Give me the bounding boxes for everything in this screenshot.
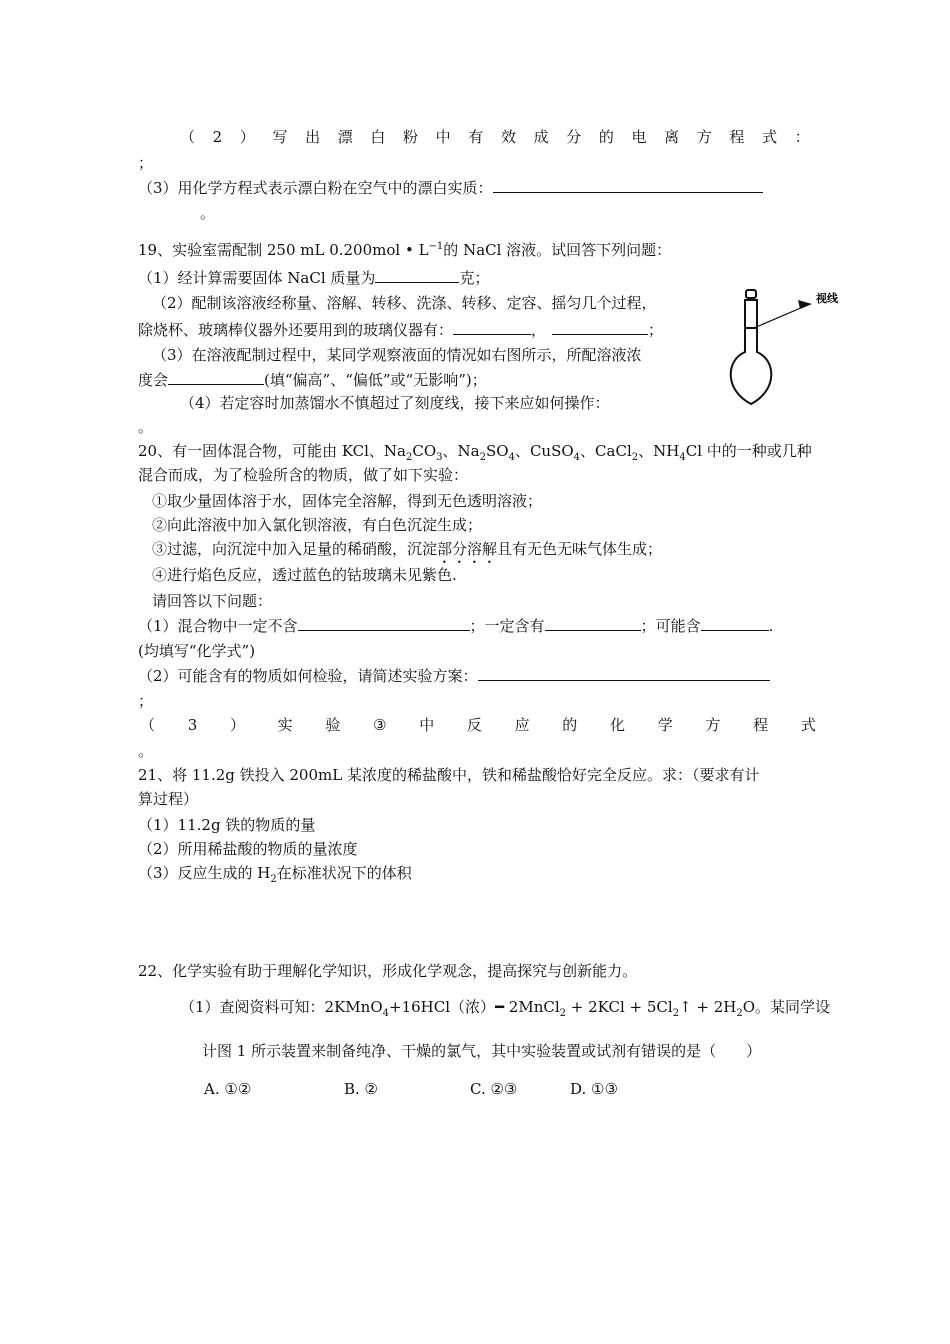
- q18-part2-char: 电: [631, 128, 647, 146]
- q19-stem: [138, 236, 671, 261]
- answer-blank[interactable]: [453, 318, 531, 335]
- subscript: 2: [672, 1008, 680, 1019]
- q22-equation-text: （1）查阅资料可知：2KMnO: [180, 998, 383, 1016]
- answer-blank[interactable]: [298, 614, 470, 631]
- q20-part3-char: 验: [325, 716, 341, 734]
- q20-ask: 请回答以下问题：: [152, 592, 273, 610]
- subscript: 2: [406, 452, 413, 463]
- q18-part2-char: 出: [305, 128, 321, 146]
- flask-stopper: [746, 290, 756, 298]
- q19-stem-text: 19、实验室需配制 250 mL 0.200mol • L: [138, 241, 429, 259]
- q20-part2-end: ；: [138, 692, 154, 710]
- volumetric-flask-figure: [718, 286, 848, 411]
- q18-part2-char: 有: [468, 128, 484, 146]
- q20-step3: [152, 538, 662, 567]
- q18-part2-char: ：: [794, 128, 810, 146]
- q21-part2: （2）所用稀盐酸的物质的量浓度: [138, 840, 358, 858]
- q18-part3-label: （3）用化学方程式表示漂白粉在空气中的漂白实质：: [138, 179, 493, 197]
- q18-part2-char: 效: [500, 128, 516, 146]
- q18-part2-end: ；: [138, 154, 154, 172]
- q20-part3-char: 化: [610, 716, 626, 734]
- q22-equation-text: ↑ + 2H: [679, 998, 737, 1016]
- q20-part3-end: 。: [138, 742, 154, 760]
- q19-part3-text: 度会: [138, 371, 169, 389]
- q19-part2-text: ；: [648, 321, 664, 339]
- subscript: 4: [573, 452, 581, 463]
- q18-part2-char: （: [180, 128, 196, 146]
- q19-part1-text: （1）经计算需要固体 NaCl 质量为: [138, 269, 376, 287]
- q21-part3: [138, 862, 412, 891]
- q21-part1: （1）11.2g 铁的物质的量: [138, 816, 316, 834]
- q20-part2-label: （2）可能含有的物质如何检验，请简述实验方案：: [138, 667, 478, 685]
- q20-step1: ①取少量固体溶于水，固体完全溶解，得到无色透明溶液；: [152, 492, 543, 510]
- superscript: −1: [428, 241, 444, 252]
- eye-icon: [798, 300, 812, 309]
- q21-stem-line1: 21、将 11.2g 铁投入 200mL 某浓度的稀盐酸中，铁和稀盐酸恰好完全反应。求：（要求有计: [138, 766, 760, 784]
- q22-option-a[interactable]: A. ①②: [204, 1080, 252, 1098]
- q19-part3-line1: （3）在溶液配制过程中，某同学观察液面的情况如右图所示，所配溶液浓: [152, 346, 642, 364]
- q18-part2-char: 中: [435, 128, 451, 146]
- q19-part2-line2: [138, 318, 663, 341]
- q22-option-c[interactable]: C. ②③: [470, 1080, 518, 1098]
- answer-blank[interactable]: [701, 614, 769, 631]
- answer-blank[interactable]: [168, 368, 264, 385]
- q21-stem-line2: 算过程）: [138, 790, 199, 808]
- q19-part4-line1: （4）若定容时加蒸馏水不慎超过了刻度线，接下来应如何操作：: [180, 394, 610, 412]
- q18-part2-char: 白: [370, 128, 386, 146]
- q19-part1: [138, 266, 489, 289]
- q20-part3-char: 实: [277, 716, 293, 734]
- answer-blank[interactable]: [552, 318, 648, 335]
- q20-part3-char: （: [140, 716, 156, 734]
- q18-part2-char: 成: [533, 128, 549, 146]
- q22-equation-text: +16HCl（浓）━ 2MnCl: [389, 998, 560, 1016]
- q18-part2-char: 离: [664, 128, 680, 146]
- q19-part3-text: (填“偏高”、“偏低”或“无影响”)；: [264, 371, 487, 389]
- q19-part1-text: 克；: [459, 269, 490, 287]
- q20-step3-emphasis: 部分溶解: [437, 540, 498, 558]
- q19-part3-line2: [138, 368, 487, 391]
- subscript: 2: [559, 1008, 567, 1019]
- q22-equation-text: O。某同学设: [742, 998, 831, 1016]
- q20-part3-char: 式: [800, 716, 816, 734]
- q22-option-b[interactable]: B. ②: [344, 1080, 379, 1098]
- q18-part2-char: 2: [212, 128, 223, 146]
- q20-part3-char: ③: [373, 716, 387, 734]
- q18-part3-end: 。: [200, 204, 216, 222]
- q20-part3-char: 中: [419, 716, 435, 734]
- flask-body: [731, 300, 772, 404]
- q20-part1-text: ；一定含有: [469, 617, 545, 635]
- q18-part2-char: 程: [729, 128, 745, 146]
- q20-part3-char: 3: [187, 716, 198, 734]
- q20-part1-text: （1）混合物中一定不含: [138, 617, 298, 635]
- subscript: 2: [479, 452, 486, 463]
- q22-equation-text: + 2KCl + 5Cl: [566, 998, 673, 1016]
- q20-stem-text: 、NH: [638, 442, 680, 460]
- q20-stem-text: Cl 中的一种或几种: [685, 442, 812, 460]
- subscript: 4: [679, 452, 686, 463]
- q19-stem-text: 的 NaCl 溶液。试回答下列问题：: [443, 241, 672, 259]
- subscript: 2: [270, 874, 277, 885]
- q20-step3-text: 且有无色无味气体生成；: [497, 540, 663, 558]
- q18-part3-line: [138, 176, 763, 199]
- q20-part1: [138, 614, 773, 637]
- answer-blank[interactable]: [545, 614, 641, 631]
- q19-part2-line1: （2）配制该溶液经称量、溶解、转移、洗涤、转移、定容、摇匀几个过程，: [152, 294, 657, 312]
- flask-drawing: [718, 286, 848, 411]
- q20-stem-text: 20、有一固体混合物，可能由 KCl、Na: [138, 442, 407, 460]
- q19-part2-text: ，: [531, 321, 547, 339]
- answer-blank[interactable]: [478, 664, 770, 681]
- answer-blank[interactable]: [493, 176, 763, 193]
- q20-part2: [138, 664, 770, 687]
- subscript: 2: [631, 452, 639, 463]
- q20-part3-char: ）: [229, 716, 245, 734]
- q20-part3-char: 方: [705, 716, 721, 734]
- q20-part3-char: 程: [753, 716, 769, 734]
- q20-part3-char: 的: [562, 716, 578, 734]
- q22-stem: 22、化学实验有助于理解化学知识，形成化学观念，提高探究与创新能力。: [138, 962, 638, 980]
- q20-part3-char: 应: [514, 716, 530, 734]
- q20-stem-text: SO: [486, 442, 509, 460]
- q18-part2-char: 的: [598, 128, 614, 146]
- q18-part2-line: [180, 126, 810, 148]
- q22-part1-line2: 计图 1 所示装置来制备纯净、干燥的氯气，其中实验装置或试剂有错误的是（ ）: [202, 1042, 762, 1060]
- q18-part2-char: 漂: [337, 128, 353, 146]
- q20-stem-text: CO: [412, 442, 437, 460]
- answer-blank[interactable]: [375, 266, 459, 283]
- q19-part4-end: 。: [138, 418, 154, 436]
- q21-part3-text: 在标准状况下的体积: [276, 864, 412, 882]
- q22-option-d[interactable]: D. ①③: [570, 1080, 618, 1098]
- q21-part3-text: （3）反应生成的 H: [138, 864, 271, 882]
- q20-step2: ②向此溶液中加入氯化钡溶液，有白色沉淀生成；: [152, 516, 483, 534]
- q20-stem-text: 、CaCl: [580, 442, 632, 460]
- q22-part1-line1: [180, 996, 830, 1025]
- q20-part3-char: 学: [657, 716, 673, 734]
- q20-part1-note: (均填写“化学式”): [138, 642, 256, 660]
- q20-part3-char: 反: [466, 716, 482, 734]
- q20-part1-text: .: [768, 617, 774, 635]
- q18-part2-char: 式: [762, 128, 778, 146]
- q20-stem-text: 、Na: [442, 442, 480, 460]
- q20-part3-line: [140, 714, 816, 736]
- q20-part1-text: ；可能含: [640, 617, 701, 635]
- q18-part2-char: 粉: [403, 128, 419, 146]
- subscript: 2: [736, 1008, 743, 1019]
- q20-stem-text: 、CuSO: [514, 442, 574, 460]
- q18-part2-char: 写: [272, 128, 288, 146]
- subscript: 3: [436, 452, 443, 463]
- q19-part2-text: 除烧杯、玻璃棒仪器外还要用到的玻璃仪器有：: [138, 321, 454, 339]
- q18-part2-char: 方: [696, 128, 712, 146]
- q20-step4: ④进行焰色反应，透过蓝色的钴玻璃未见紫色.: [152, 566, 457, 584]
- q18-part2-char: ）: [239, 128, 255, 146]
- subscript: 4: [508, 452, 515, 463]
- q20-stem-line2: 混合而成，为了检验所含的物质，做了如下实验：: [138, 466, 469, 484]
- q18-part2-char: 分: [566, 128, 582, 146]
- subscript: 4: [382, 1008, 389, 1019]
- sight-line-label: 视线: [816, 292, 838, 305]
- q20-step3-text: ③过滤，向沉淀中加入足量的稀硝酸，沉淀: [152, 540, 438, 558]
